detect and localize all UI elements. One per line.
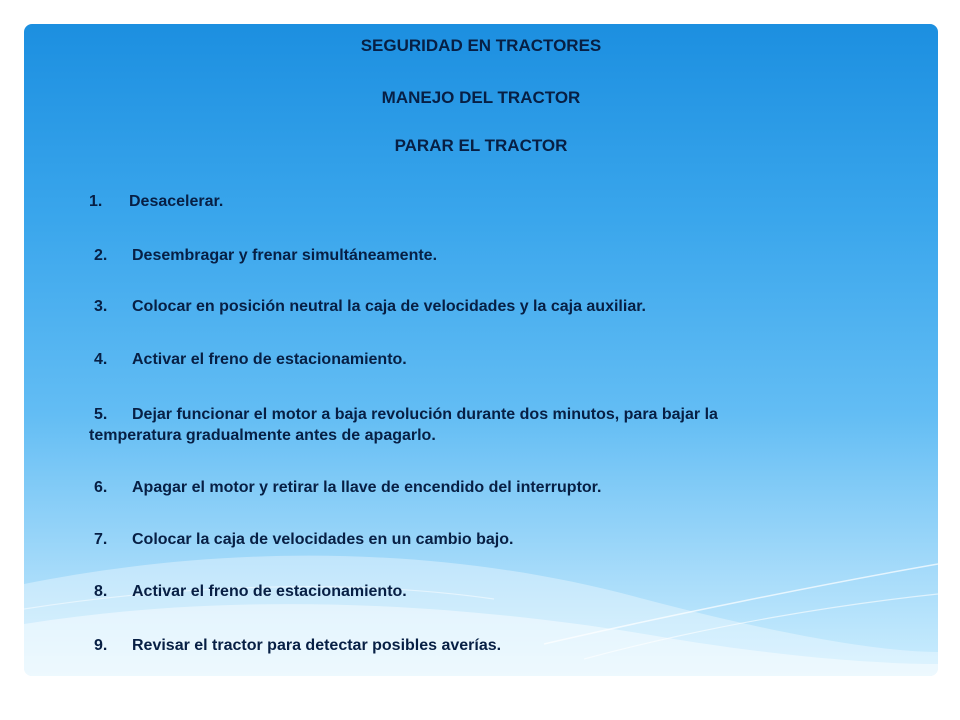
list-item-number: 6. <box>94 479 108 496</box>
list-item-text: Colocar en posición neutral la caja de velocidades y la caja auxiliar. <box>132 298 646 315</box>
list-item <box>94 297 646 317</box>
list-item-text: Activar el freno de estacionamiento. <box>132 583 407 600</box>
list-item <box>94 405 718 425</box>
list-item-number: 8. <box>94 583 108 600</box>
list-item <box>94 350 407 370</box>
list-item-number: 2. <box>94 247 108 264</box>
list-item-text: Dejar funcionar el motor a baja revolución durante dos minutos, para bajar la <box>132 406 718 423</box>
list-item-number: 7. <box>94 531 108 548</box>
list-item-text: Desembragar y frenar simultáneamente. <box>132 247 438 264</box>
slide-subtitle: MANEJO DEL TRACTOR <box>381 88 581 107</box>
list-item-number: 3. <box>94 298 108 315</box>
list-item <box>89 192 223 212</box>
list-item <box>94 246 437 266</box>
list-item <box>94 530 513 550</box>
list-item-text: Desacelerar. <box>129 193 224 210</box>
section-heading: PARAR EL TRACTOR <box>394 136 568 155</box>
list-item <box>94 636 501 656</box>
slide-title: SEGURIDAD EN TRACTORES <box>360 36 602 55</box>
list-item-continuation: temperatura gradualmente antes de apagarlo. <box>89 427 436 444</box>
slide <box>24 24 938 676</box>
list-item-number: 9. <box>94 637 108 654</box>
list-item-number: 5. <box>94 406 108 423</box>
list-item <box>94 582 407 602</box>
list-item-number: 4. <box>94 351 108 368</box>
list-item-text: Revisar el tractor para detectar posibles averías. <box>132 637 502 654</box>
list-item-text: Colocar la caja de velocidades en un cambio bajo. <box>132 531 514 548</box>
list-item-text: Apagar el motor y retirar la llave de encendido del interruptor. <box>132 479 602 496</box>
list-item-number: 1. <box>89 193 103 210</box>
list-item <box>94 478 601 498</box>
list-item-text: Activar el freno de estacionamiento. <box>132 351 407 368</box>
